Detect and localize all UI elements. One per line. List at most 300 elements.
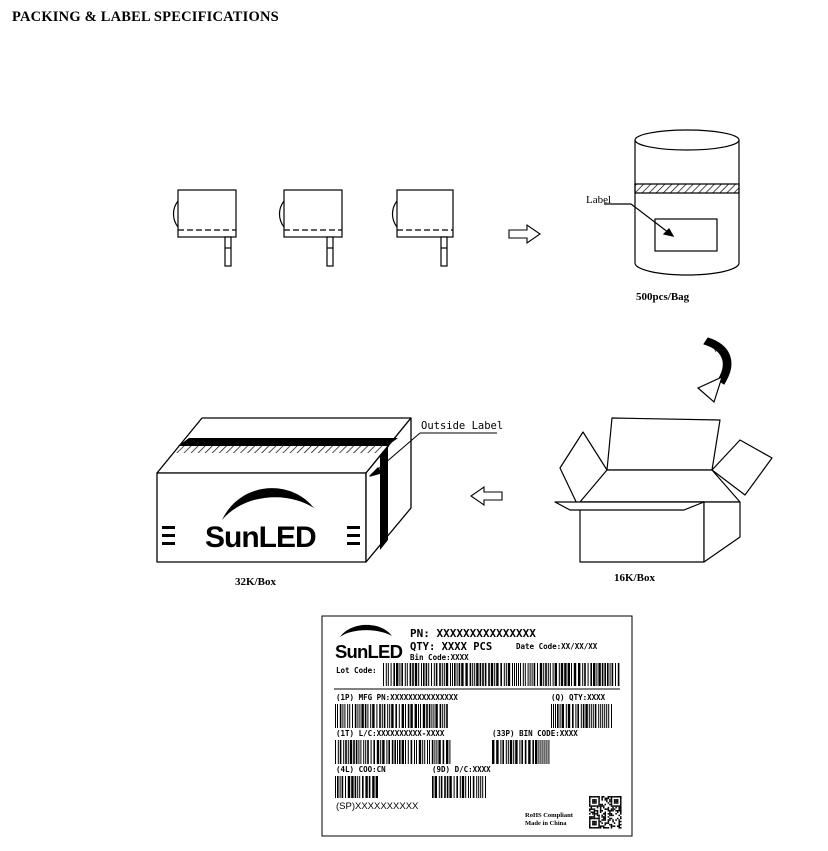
label-lot-code: Lot Code: <box>336 666 377 675</box>
qr-module <box>597 805 599 807</box>
barcode-bar <box>391 704 393 728</box>
qr-module <box>611 801 613 803</box>
barcode-bar <box>447 776 449 798</box>
barcode-bar <box>388 663 389 686</box>
qr-module <box>605 816 607 818</box>
qr-module <box>611 798 613 800</box>
barcode-bar <box>359 776 360 798</box>
barcode-bar <box>611 704 612 728</box>
barcode-bar <box>426 663 428 686</box>
barcode-bar <box>604 704 605 728</box>
qr-module <box>611 804 613 806</box>
barcode-bar <box>502 740 504 764</box>
qr-module <box>592 818 594 820</box>
barcode-bar <box>528 740 530 764</box>
barcode-bar <box>426 704 428 728</box>
barcode-bar <box>452 663 453 686</box>
barcode-bar <box>395 704 397 728</box>
barcode-bar <box>593 704 594 728</box>
qr-module <box>598 821 600 823</box>
qr-module <box>597 812 599 814</box>
barcode-bar <box>365 740 366 764</box>
qr-module <box>598 799 600 801</box>
barcode-bar <box>442 663 443 686</box>
barcode-bar <box>553 704 554 728</box>
qr-module <box>611 808 613 810</box>
qr-module <box>592 808 594 810</box>
qr-module <box>592 796 594 798</box>
barcode-bar <box>420 704 421 728</box>
qr-module <box>592 827 594 829</box>
qr-module <box>609 813 611 815</box>
qr-module <box>597 815 599 817</box>
qr-module <box>592 816 594 818</box>
barcode-bar <box>540 740 541 764</box>
qr-module <box>618 808 620 810</box>
barcode-bar <box>488 663 490 686</box>
barcode-bar <box>555 704 556 728</box>
qr-module <box>598 819 600 821</box>
barcode-bar <box>600 704 601 728</box>
qr-module <box>595 801 597 803</box>
barcode-bar <box>348 776 350 798</box>
barcode-bar <box>387 704 388 728</box>
barcode-bar <box>574 663 576 686</box>
qr-module <box>614 825 616 827</box>
qr-module <box>618 810 620 812</box>
barcode-bar <box>562 704 564 728</box>
barcode-bar <box>415 663 417 686</box>
barcode-bar <box>394 740 396 764</box>
barcode-bar <box>397 740 398 764</box>
barcode-bar <box>508 663 510 686</box>
qr-module <box>612 796 614 798</box>
label-coo: (4L) COO:CN <box>336 765 386 774</box>
barcode-bar <box>407 663 408 686</box>
qr-module <box>591 808 593 810</box>
qr-module <box>601 815 603 817</box>
barcode-bar <box>365 704 367 728</box>
curved-arrow-icon <box>698 338 731 402</box>
barcode-bar <box>462 776 464 798</box>
qr-module <box>601 798 603 800</box>
qr-module <box>612 825 614 827</box>
arrow-right-icon <box>509 225 540 243</box>
qr-module <box>601 805 603 807</box>
qr-module <box>608 819 610 821</box>
qr-module <box>620 796 622 798</box>
barcode-bar <box>520 663 521 686</box>
qr-module <box>595 799 597 801</box>
barcode-bar <box>480 663 482 686</box>
barcode-bar <box>432 740 434 764</box>
barcode-bar <box>575 704 576 728</box>
qr-module <box>605 822 607 824</box>
qr-module <box>606 822 608 824</box>
qr-module <box>595 822 597 824</box>
qr-module <box>598 827 600 829</box>
barcode-bar <box>416 740 417 764</box>
barcode-bar <box>523 663 524 686</box>
barcode-bar <box>344 704 345 728</box>
qr-module <box>612 821 614 823</box>
barcode-bar <box>335 740 336 764</box>
qr-module <box>618 821 620 823</box>
qr-module <box>589 801 591 803</box>
barcode-bar <box>532 663 533 686</box>
qr-module <box>601 822 603 824</box>
barcode-bar <box>441 776 443 798</box>
barcode-bar <box>359 704 360 728</box>
inner-box <box>555 418 772 562</box>
barcode-bar <box>572 704 574 728</box>
qr-module <box>618 805 620 807</box>
barcode-bar <box>367 704 368 728</box>
qr-module <box>592 799 594 801</box>
qr-module <box>597 807 599 809</box>
qr-module <box>617 812 619 814</box>
qr-module <box>620 818 622 820</box>
barcode-bar <box>402 740 404 764</box>
barcode-bar <box>537 663 538 686</box>
qr-module <box>608 808 610 810</box>
barcode-bar <box>412 663 414 686</box>
qr-module <box>618 824 620 826</box>
barcode-bar <box>496 663 498 686</box>
qr-module <box>615 796 617 798</box>
barcode-bar <box>343 740 344 764</box>
barcode-bar <box>454 776 455 798</box>
barcode-bar <box>612 663 614 686</box>
qr-module <box>591 816 593 818</box>
qr-module <box>598 825 600 827</box>
label-q-qty: (Q) QTY:XXXX <box>551 693 606 702</box>
qr-module <box>594 813 596 815</box>
barcode-bar <box>590 663 592 686</box>
qr-module <box>589 821 591 823</box>
barcode-bar <box>608 704 609 728</box>
qr-module <box>605 818 607 820</box>
page-title: PACKING & LABEL SPECIFICATIONS <box>12 9 279 25</box>
barcode-bar <box>369 776 371 798</box>
qr-module <box>594 818 596 820</box>
qr-module <box>608 796 610 798</box>
barcode-bar <box>457 663 458 686</box>
qr-module <box>601 796 603 798</box>
qr-module <box>595 818 597 820</box>
qr-module <box>592 822 594 824</box>
barcode-bar <box>459 663 461 686</box>
qr-module <box>606 799 608 801</box>
qr-module <box>620 810 622 812</box>
qr-module <box>615 819 617 821</box>
qr-module <box>614 802 616 804</box>
qr-module <box>617 818 619 820</box>
barcode-bar <box>399 663 400 686</box>
qr-module <box>592 824 594 826</box>
barcode-bar <box>396 663 398 686</box>
barcode-bar <box>474 663 475 686</box>
barcode-bar <box>402 704 404 728</box>
barcode-bar <box>538 740 539 764</box>
qr-module <box>611 813 613 815</box>
barcode-bar <box>379 704 381 728</box>
qr-module <box>589 796 591 798</box>
barcode-bar <box>434 663 435 686</box>
barcode-bar <box>386 740 387 764</box>
qr-module <box>614 801 616 803</box>
bag <box>604 130 739 275</box>
qr-module <box>620 827 622 829</box>
qr-module <box>620 802 622 804</box>
qr-module <box>617 810 619 812</box>
qr-module <box>606 808 608 810</box>
qr-module <box>606 798 608 800</box>
qr-module <box>603 818 605 820</box>
barcode-bar <box>401 663 403 686</box>
barcode-bar <box>496 740 498 764</box>
barcode-bar <box>367 740 369 764</box>
barcode-bar <box>450 663 451 686</box>
barcode-bar <box>345 776 346 798</box>
qr-module <box>605 819 607 821</box>
barcode-bar <box>472 663 473 686</box>
barcode-bar <box>386 663 387 686</box>
barcode-bar <box>546 740 547 764</box>
qr-module <box>594 810 596 812</box>
qr-module <box>603 807 605 809</box>
barcode-bar <box>438 740 440 764</box>
qr-module <box>620 801 622 803</box>
barcode-bar <box>363 740 364 764</box>
barcode-bar <box>439 663 441 686</box>
barcode-bar <box>345 740 347 764</box>
barcode-bar <box>468 776 469 798</box>
barcode-bar <box>372 776 374 798</box>
barcode-bar <box>429 740 430 764</box>
barcode-bar <box>382 740 384 764</box>
barcode-bar <box>595 704 597 728</box>
qr-module <box>615 805 617 807</box>
qr-module <box>592 802 594 804</box>
qr-module <box>589 819 591 821</box>
qr-module <box>601 819 603 821</box>
barcode-bar <box>335 776 336 798</box>
qr-module <box>611 802 613 804</box>
barcode-bar <box>350 740 352 764</box>
barcode-bar <box>482 663 484 686</box>
barcode-bar <box>465 663 467 686</box>
inner-box-caption: 16K/Box <box>614 572 655 584</box>
barcode-bar <box>382 704 383 728</box>
barcode-bar <box>389 704 390 728</box>
qr-module <box>608 821 610 823</box>
qr-module <box>609 812 611 814</box>
barcode-bar <box>555 663 557 686</box>
qr-module <box>618 827 620 829</box>
barcode-bar <box>399 704 400 728</box>
barcode-bar <box>476 663 478 686</box>
barcode-bar <box>358 740 359 764</box>
qr-module <box>612 819 614 821</box>
qr-module <box>598 801 600 803</box>
barcode-bar <box>460 776 461 798</box>
qr-module <box>594 802 596 804</box>
barcode-bar <box>602 663 604 686</box>
qr-module <box>595 802 597 804</box>
barcode-bar <box>340 704 342 728</box>
barcode-bar <box>534 663 536 686</box>
qr-module <box>603 827 605 829</box>
barcode-bar <box>440 704 442 728</box>
barcode-bar <box>470 776 471 798</box>
barcode-bar <box>405 740 406 764</box>
qr-module <box>598 805 600 807</box>
qr-module <box>594 796 596 798</box>
qr-module <box>612 805 614 807</box>
qr-module <box>608 822 610 824</box>
qr-module <box>601 804 603 806</box>
barcode-bar <box>337 704 338 728</box>
qr-module <box>608 813 610 815</box>
label-pn: PN: XXXXXXXXXXXXXXX <box>410 627 536 640</box>
barcode-bar <box>602 704 603 728</box>
barcode-bar <box>372 704 374 728</box>
barcode-bar <box>548 663 549 686</box>
qr-module <box>598 818 600 820</box>
qr-module <box>591 807 593 809</box>
qr-module <box>615 807 617 809</box>
barcode-bar <box>528 663 529 686</box>
qr-module <box>611 799 613 801</box>
qr-module <box>603 796 605 798</box>
qr-module <box>592 813 594 815</box>
barcode-bar <box>405 704 406 728</box>
barcode-bar <box>424 740 425 764</box>
qr-module <box>617 805 619 807</box>
barcode-bar <box>435 776 437 798</box>
barcode-bar <box>444 704 445 728</box>
qr-module <box>598 802 600 804</box>
barcode-bar <box>349 704 350 728</box>
qr-module <box>612 810 614 812</box>
barcode-bar <box>408 704 410 728</box>
barcode-bar <box>578 663 580 686</box>
barcode-bar <box>410 663 412 686</box>
qr-module <box>618 815 620 817</box>
qr-module <box>600 821 602 823</box>
qr-module <box>592 821 594 823</box>
barcode-bar <box>391 663 392 686</box>
barcode-bar <box>513 740 514 764</box>
barcode-bar <box>500 663 502 686</box>
label-mfg-pn: (1P) MFG PN:XXXXXXXXXXXXXXX <box>336 693 458 702</box>
barcode-bar <box>355 776 357 798</box>
barcode-bar <box>439 776 440 798</box>
qr-module <box>614 799 616 801</box>
barcode-bar <box>352 704 353 728</box>
barcode-bar <box>553 663 554 686</box>
barcode-bar <box>482 776 483 798</box>
qr-module <box>614 796 616 798</box>
barcode-bar <box>568 704 570 728</box>
barcode-bar <box>480 776 481 798</box>
barcode-bar <box>494 663 495 686</box>
qr-module <box>605 804 607 806</box>
label-sp: (SP)XXXXXXXXXX <box>336 801 419 812</box>
qr-module <box>618 819 620 821</box>
barcode-bar <box>355 704 357 728</box>
qr-module <box>591 805 593 807</box>
barcode-bar <box>436 663 438 686</box>
qr-module <box>620 821 622 823</box>
qr-module <box>614 805 616 807</box>
barcode-bar <box>393 663 395 686</box>
qr-module <box>615 810 617 812</box>
barcode-bar <box>506 663 507 686</box>
barcode-bar <box>551 704 552 728</box>
qr-module <box>595 810 597 812</box>
barcode-bar <box>566 704 567 728</box>
barcode-bar <box>521 740 523 764</box>
qr-module <box>594 799 596 801</box>
qr-module <box>595 827 597 829</box>
barcode-bar <box>588 663 589 686</box>
barcode-bar <box>610 663 611 686</box>
barcode-bar <box>415 704 417 728</box>
barcode-bar <box>542 740 543 764</box>
qr-module <box>591 812 593 814</box>
qr-module <box>620 798 622 800</box>
barcode-bar <box>491 663 493 686</box>
qr-module <box>591 796 593 798</box>
barcode-bar <box>392 740 394 764</box>
barcode-bar <box>485 776 486 798</box>
qr-module <box>589 818 591 820</box>
qr-module <box>589 822 591 824</box>
qr-module <box>594 824 596 826</box>
barcode-bar <box>564 663 566 686</box>
barcode-bar <box>492 740 494 764</box>
barcode-bar <box>589 704 590 728</box>
barcode-bar <box>582 663 583 686</box>
barcode-bar <box>598 704 599 728</box>
qr-module <box>601 810 603 812</box>
qr-module <box>598 816 600 818</box>
qr-module <box>601 816 603 818</box>
barcode-bar <box>408 740 409 764</box>
led-component <box>392 190 453 266</box>
qr-module <box>615 802 617 804</box>
qr-module <box>605 798 607 800</box>
barcode-bar <box>583 704 585 728</box>
qr-module <box>611 825 613 827</box>
barcode-bar <box>423 663 425 686</box>
barcode-bar <box>506 740 507 764</box>
qr-module <box>600 812 602 814</box>
qr-module <box>600 810 602 812</box>
barcode-bar <box>411 740 413 764</box>
barcode-bar <box>591 704 592 728</box>
barcode-bar <box>540 663 542 686</box>
barcode-bar <box>423 704 425 728</box>
qr-module <box>611 815 613 817</box>
qr-module <box>598 804 600 806</box>
qr-module <box>603 805 605 807</box>
qr-module <box>608 827 610 829</box>
qr-module <box>591 827 593 829</box>
barcode-bar <box>470 663 472 686</box>
